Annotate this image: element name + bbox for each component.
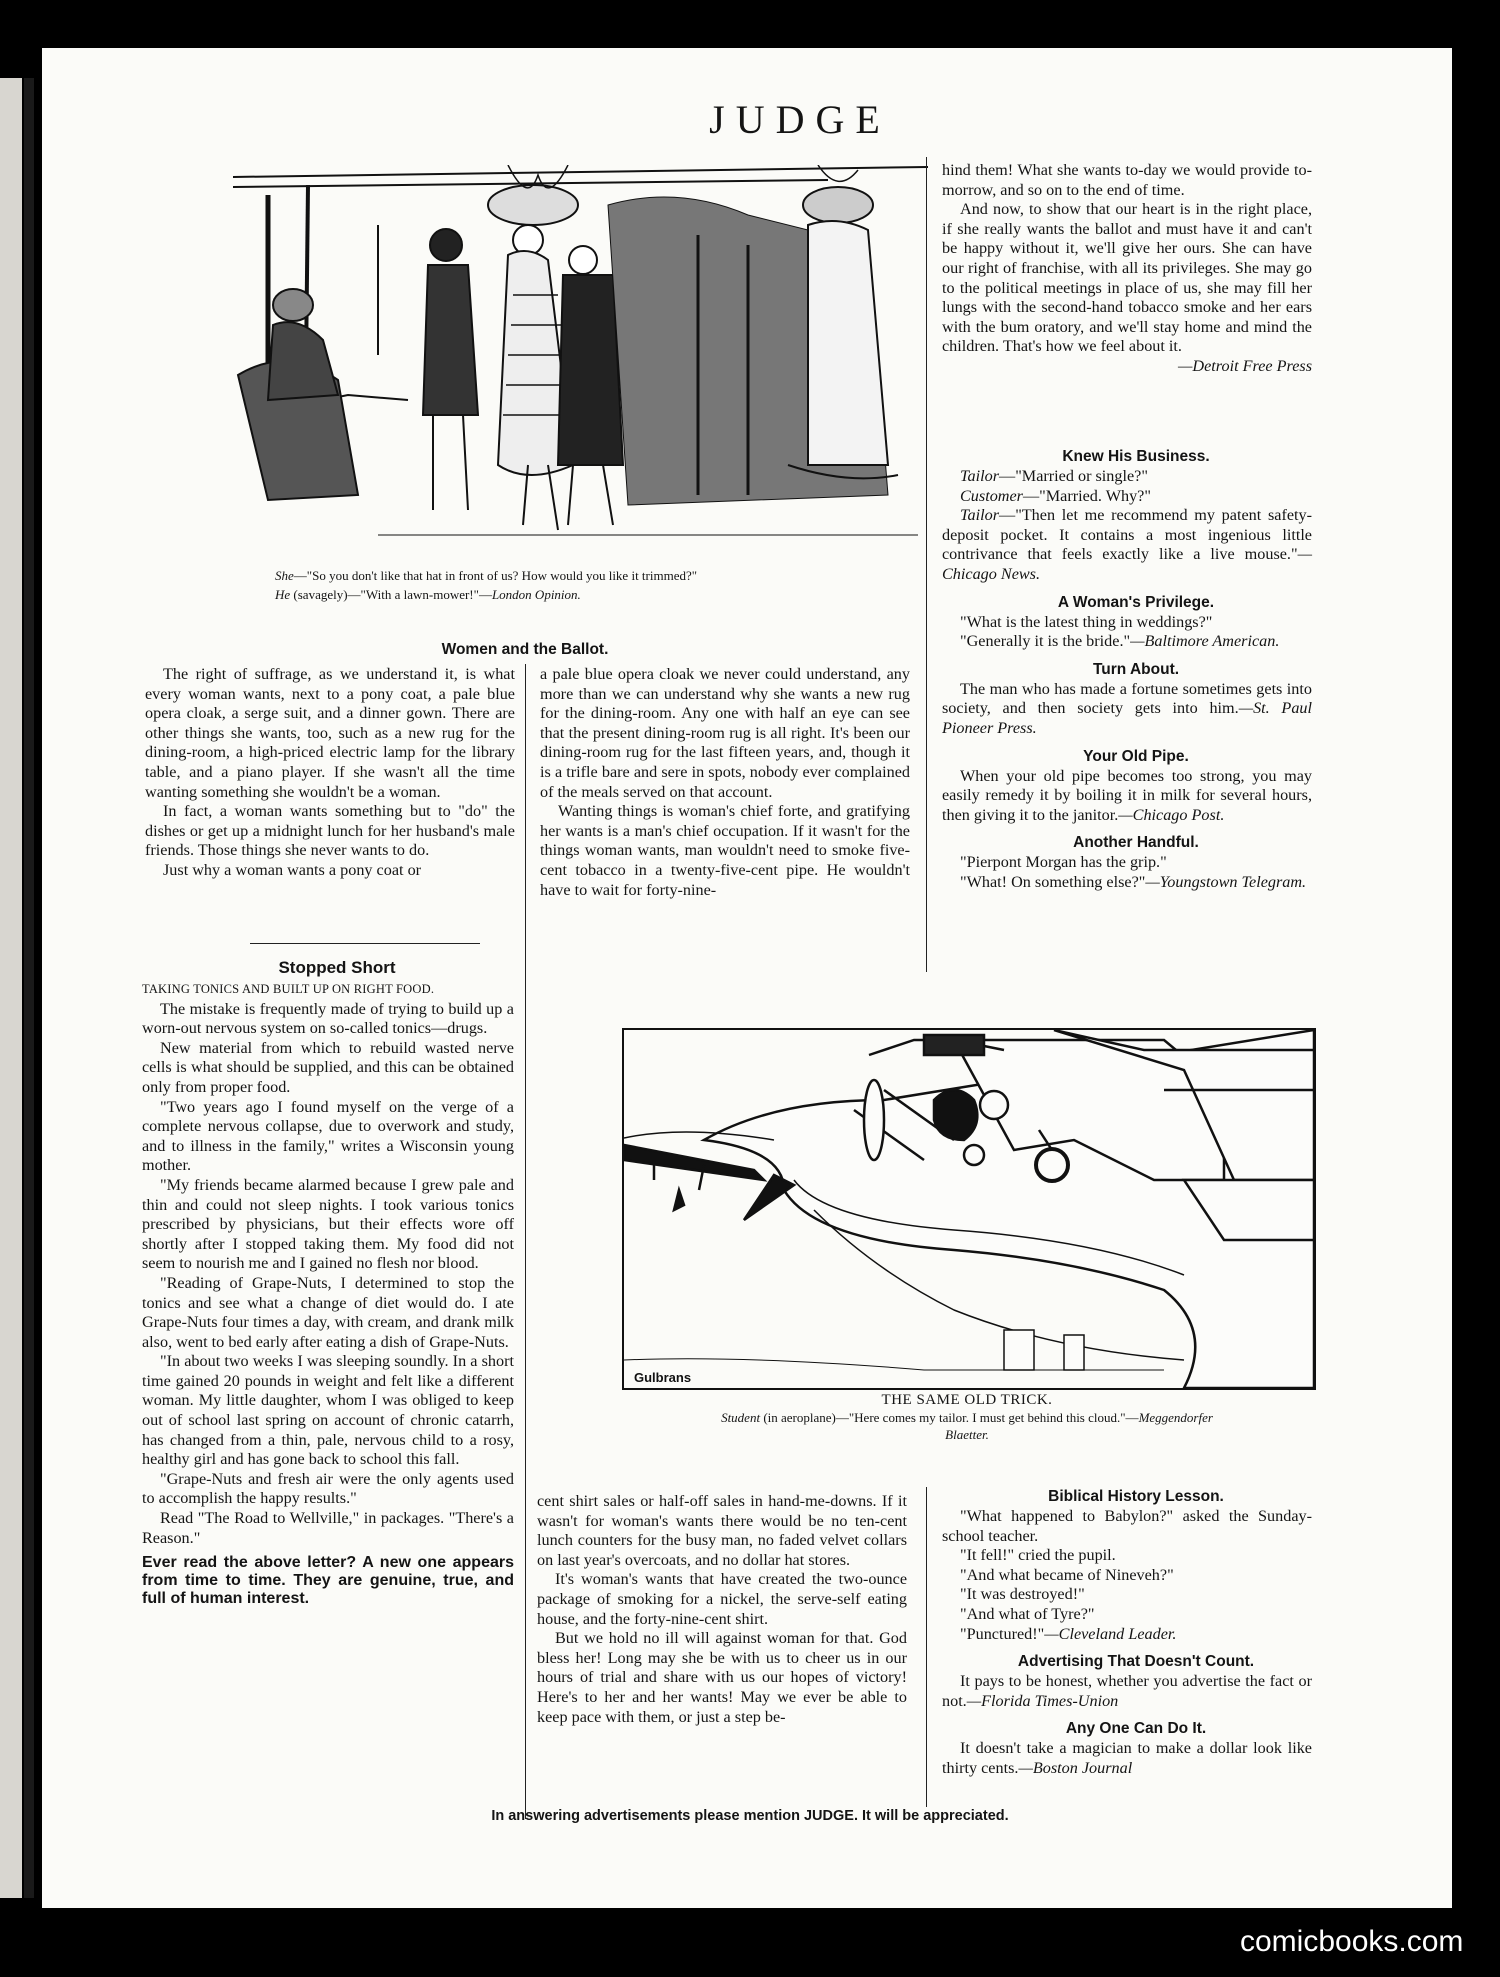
article1-paragraph: It's woman's wants that have created the two-ounce package of smoking for a nickel, the serve-self eating house, and the forty-nine-cent shirt. [537,1570,907,1628]
joke-source: —St. Paul Pioneer Press. [942,699,1312,737]
column-rule-2 [926,157,927,972]
joke-line [942,1739,1312,1778]
joke-line [942,632,1312,652]
article1-title: Women and the Ballot. [441,641,609,658]
joke-speaker: Tailor [960,467,999,485]
joke-line [942,1625,1312,1645]
cartoon-theatre-hat [228,165,928,545]
cartoon2-source: Meggendorfer Blaetter. [945,1410,1213,1442]
article1-paragraph: a pale blue opera cloak we never could understand, any more than we can understand why she wants a new rug for the dining-room. Any one with half an eye can see that the present dining-room rug is all right. It's been our dining-room rug for the last fifteen years, and, though it is a trifle bare and sere in spots, nobody ever complained of the meals served on that account. [540,665,910,801]
ad-paragraph: New material from which to rebuild wasted nerve cells is what should be supplied, and this can be obtained only from proper food. [142,1038,514,1096]
ad-paragraph: The mistake is frequently made of trying to build up a worn-out nervous system on so-called tonics—drugs. [142,999,514,1038]
ad-paragraph: "In about two weeks I was sleeping soundly. In a short time gained 20 pounds in weight and felt like a different woman. My little daughter, whom I was obliged to keep out of school last spring on account of chronic catarrh, has changed from a thin, pale, nervous child to a rosy, healthy girl and has gone back to school this fall. [142,1352,514,1469]
joke-line [942,680,1312,739]
joke-text: —"Married or single?" [999,467,1148,485]
cartoon2-caption [622,1392,1312,1443]
cartoon-aeroplane-drawing [624,1030,1314,1388]
article1-paragraph: Just why a woman wants a pony coat or [163,860,422,879]
watermark: comicbooks.com [1240,1925,1464,1958]
joke-biblical-history [942,1487,1312,1644]
ad-title: Stopped Short [278,958,396,977]
joke-text: The man who has made a fortune sometimes gets into society, and then society gets into him. [942,679,1312,718]
cartoon1-caption [275,567,815,603]
joke-title: Biblical History Lesson. [1048,1488,1224,1505]
joke-text: It doesn't take a magician to make a dollar look like thirty cents. [942,1739,1312,1777]
joke-line [942,467,1312,487]
joke-title: Knew His Business. [1062,448,1210,465]
section-divider [250,943,480,944]
joke-any-one-can-do-it [942,1719,1312,1778]
ad-paragraph: Read "The Road to Wellville," in packages. "There's a Reason." [142,1509,514,1547]
joke-text: "And what of Tyre?" [960,1604,1095,1623]
cartoon2-signature: Gulbrans [634,1370,692,1385]
joke-text: "What! On something else?" [960,872,1146,891]
ad-paragraph: "Grape-Nuts and fresh air were the only agents used to accomplish the happy results." [142,1469,514,1508]
joke-title: A Woman's Privilege. [1057,593,1215,611]
joke-text: It pays to be honest, whether you advertise the fact or not. [942,1672,1312,1710]
joke-text: —"Then let me recommend my patent safety-deposit pocket. It contains a most ingenious little contrivance that feels exactly like a live mouse." [942,506,1312,564]
page-footer: In answering advertisements please mention JUDGE. It will be appreciated. [491,1808,1009,1824]
joke-line [942,506,1312,584]
joke-text: When your old pipe becomes too strong, you may easily remedy it by boiling it in milk for several hours, then giving it to the janitor. [942,766,1312,824]
article1-col2 [540,665,910,900]
joke-speaker: Customer [960,486,1023,505]
joke-text: "Generally it is the bride." [960,632,1131,651]
column-rule-1 [525,664,526,1819]
cartoon-theatre-hat-drawing [228,165,928,545]
cartoon2-speaker: Student [721,1410,761,1425]
joke-line [942,873,1312,893]
cartoon2-title: THE SAME OLD TRICK. [881,1392,1053,1408]
caption-she-speaker: She [275,568,294,583]
joke-source: —Youngstown Telegram. [1145,872,1307,891]
joke-text: "It was destroyed!" [960,1585,1085,1604]
joke-womans-privilege [942,593,1312,652]
masthead: JUDGE [709,97,891,142]
joke-your-old-pipe [942,747,1312,826]
caption-he-speaker: He [275,587,291,602]
article1-source: —Detroit Free Press [1178,356,1312,375]
joke-source: —Baltimore American. [1130,632,1280,651]
joke-text: "What happened to Babylon?" asked the Sunday-school teacher. [942,1507,1312,1545]
joke-title: Advertising That Doesn't Count. [1017,1653,1255,1671]
column-rule-3 [926,1487,927,1807]
cartoon-aeroplane [622,1028,1316,1390]
joke-turn-about [942,660,1312,739]
caption-he-source: London Opinion. [491,587,581,602]
jokes-bottom-column [942,1487,1312,1779]
article1-paragraph: cent shirt sales or half-off sales in hand-me-downs. If it wasn't for woman's wants there would be no ten-cent lunch counters for the busy man, no faded velvet collars on last year's overcoats, and no dollar hat stores. [537,1492,907,1569]
joke-line [942,1672,1312,1711]
joke-source: —Chicago News. [942,545,1312,583]
article1-col1 [145,665,515,881]
joke-text: "It fell!" cried the pupil. [960,1546,1116,1565]
joke-source: —Boston Journal [1018,1758,1133,1777]
caption-he-line: (savagely)—"With a lawn-mower!"— [290,587,492,602]
joke-source: —Chicago Post. [1118,805,1225,824]
joke-text: "Pierpont Morgan has the grip." [960,853,1167,872]
page-gutter [24,78,34,1898]
joke-title: Any One Can Do It. [1065,1720,1207,1738]
joke-title: Turn About. [1092,660,1180,678]
ad-paragraph: "Two years ago I found myself on the verge of a complete nervous collapse, due to overwork and study, and to illness in the family," writes a Wisconsin young mother. [142,1097,514,1175]
article1-bottom-col [537,1492,907,1727]
page-edge-left [0,78,22,1898]
article1-paragraph: But we hold no ill will against woman for that. God bless her! Long may she be with us to cheer us in our hours of trial and share with us our hopes of victory! Here's to her and her wants! May we ever be able to keep pace with them, or just a step be- [537,1629,907,1726]
article1-paragraph: Wanting things is woman's chief forte, and gratifying her wants is a man's chief occupation. If it wasn't for the things woman wants, man wouldn't need to smoke five-cent tobacco in a twenty-five-cent pipe. He wouldn't have to wait for forty-nine- [540,802,910,899]
joke-text: —"Married. Why?" [1022,486,1151,505]
joke-text: "Punctured!" [960,1624,1045,1643]
ad-promo: Ever read the above letter? A new one appears from time to time. They are genuine, true, and full of human interest. [142,1554,514,1608]
article1-col3 [942,161,1312,377]
ad-paragraph: "Reading of Grape-Nuts, I determined to stop the tonics and see what a change of diet would do. I ate Grape-Nuts four times a day, with cream, and drank milk also, went to bed early after eating a dish of Grape-Nuts. [142,1273,514,1351]
article1-paragraph: hind them! What she wants to-day we would provide to-morrow, and so on to the end of time. [942,161,1312,199]
cartoon2-caption-text [622,1409,1312,1443]
joke-source: —Cleveland Leader. [1044,1624,1177,1643]
jokes-top-column [942,447,1312,893]
joke-source: —Florida Times-Union [966,1691,1119,1710]
ad-stopped-short [142,956,514,1608]
joke-knew-his-business [942,447,1312,585]
joke-line [942,487,1312,507]
joke-advertising [942,1652,1312,1711]
ad-paragraph: "My friends became alarmed because I grew pale and thin and could not sleep nights. I took various tonics prescribed by physicians, but their effects wore off shortly after I stopped taking them. My food did not seem to nourish me and I gained no flesh nor blood. [142,1175,514,1273]
article1-paragraph: And now, to show that our heart is in the right place, if she really wants the ballot and must have it and can't be happy without it, we'll give her ours. She can have our right of franchise, with all its privileges. She may go to the political meetings in place of us, she may fill her lungs with the second-hand tobacco smoke and her ears with the bum oratory, and we'll stay home and mind the children. That's how we feel about it. [942,200,1312,356]
joke-speaker: Tailor [960,506,999,525]
joke-title: Your Old Pipe. [1083,747,1189,765]
article1-paragraph: In fact, a woman wants something but to "do" the dishes or get up a midnight lunch for her husband's male friends. Those things she never wants to do. [145,802,515,860]
cartoon2-quote: (in aeroplane)—"Here comes my tailor. I must get behind this cloud."— [760,1410,1139,1425]
caption-she-line: —"So you don't like that hat in front of us? How would you like it trimmed?" [293,568,698,583]
joke-text: "What is the latest thing in weddings?" [960,612,1213,631]
article1-paragraph: The right of suffrage, as we understand it, is what every woman wants, next to a pony coat, a pale blue opera cloak, a serge suit, and a dinner gown. There are other things she wants, too, such as a new rug for the dining-room, a high-priced electric lamp for the library table, and a piano player. If she wasn't all the time wanting something she wouldn't be a woman. [145,665,515,801]
joke-text: "And what became of Nineveh?" [960,1565,1174,1584]
joke-title: Another Handful. [1073,834,1199,852]
joke-line [942,767,1312,826]
ad-kicker: TAKING TONICS AND BUILT UP ON RIGHT FOOD. [142,982,435,996]
joke-another-handful [942,833,1312,892]
